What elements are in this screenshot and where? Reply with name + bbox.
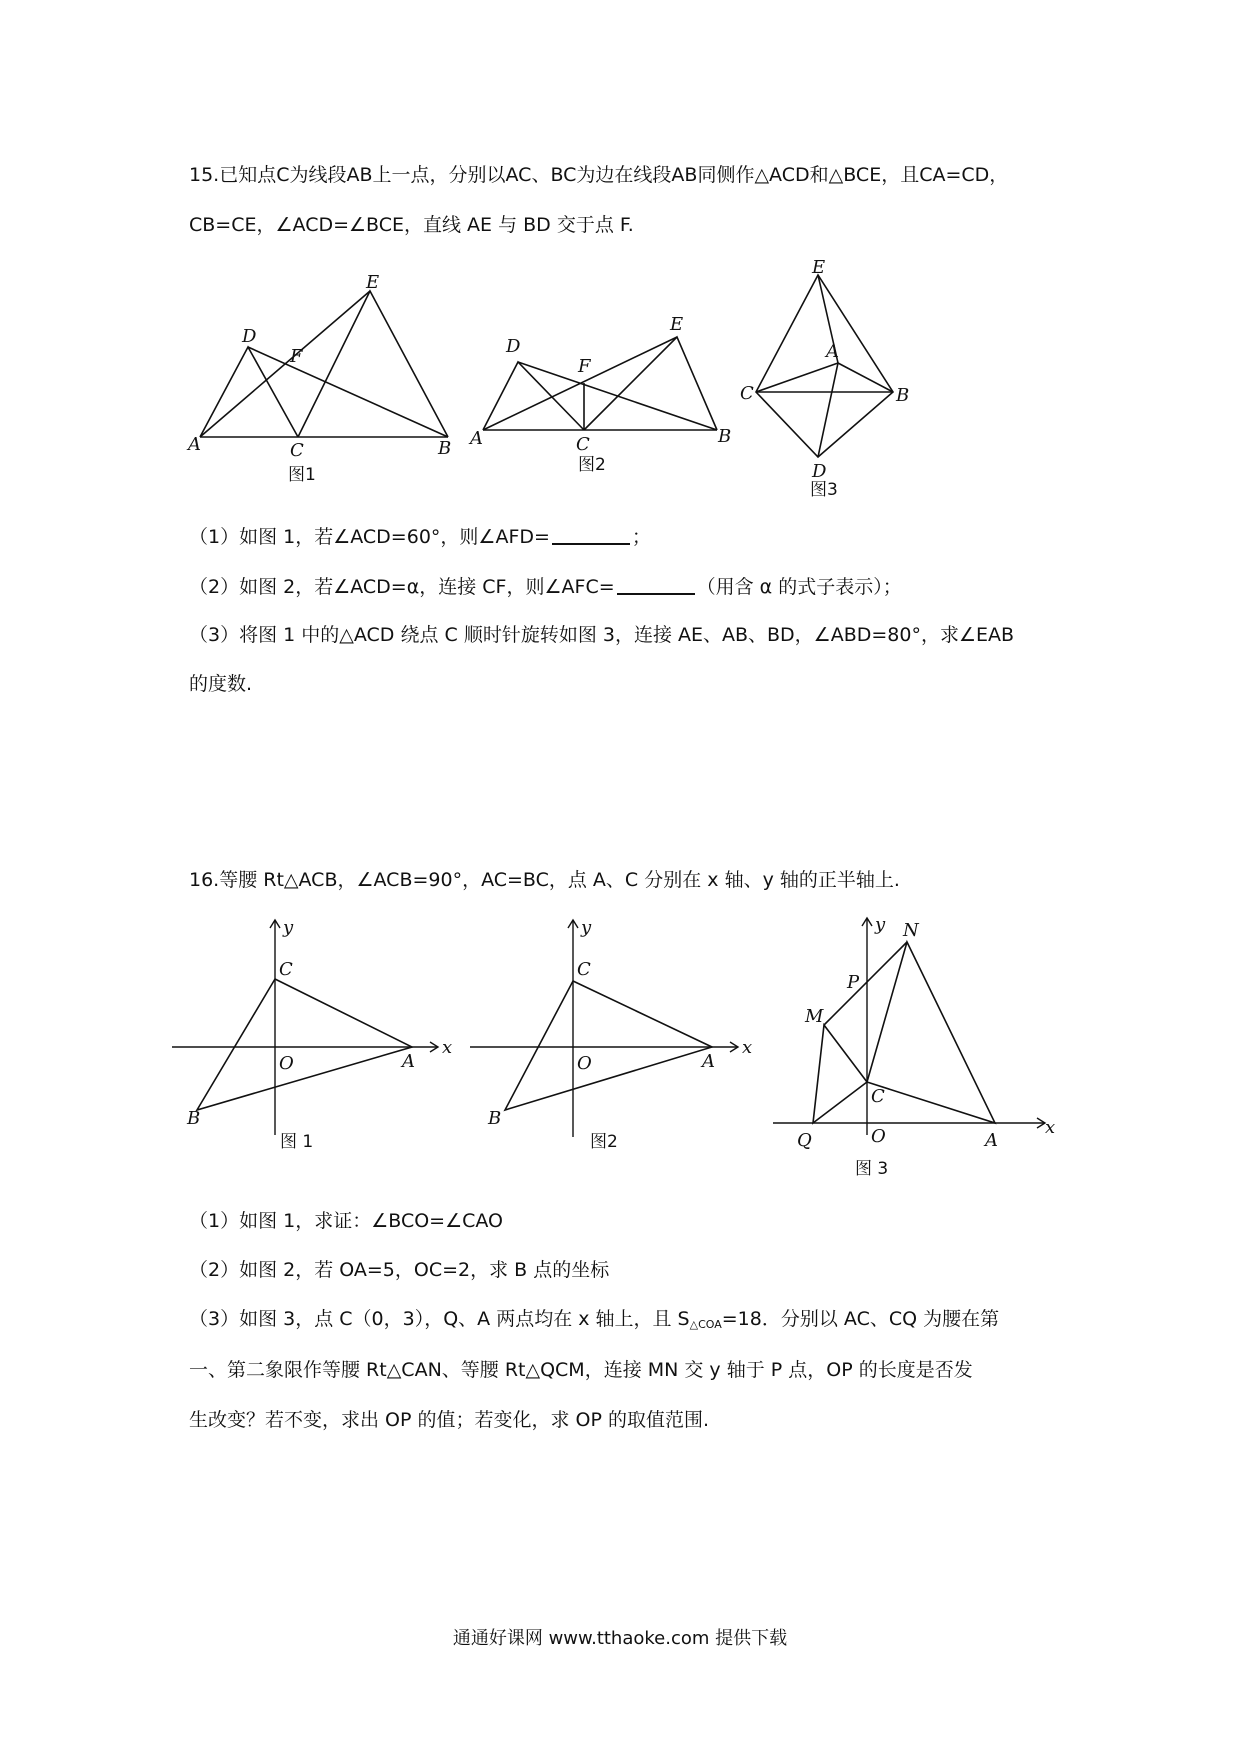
caption: 图2 <box>578 455 606 475</box>
triangle-acd <box>483 362 584 430</box>
label-o: O <box>871 1126 886 1147</box>
label-d: D <box>812 461 827 482</box>
label-y: y <box>283 917 294 938</box>
label-a: A <box>702 1051 715 1072</box>
label-q: Q <box>797 1130 812 1151</box>
q16-part3-text-end: =18．分别以 AC、CQ 为腰在第 <box>721 1308 1000 1330</box>
q16-part3-text: （3）如图 3，点 C（0，3），Q、A 两点均在 x 轴上，且 S <box>189 1308 690 1330</box>
label-c: C <box>576 434 590 455</box>
q15-figure-3 <box>730 255 930 505</box>
label-b: B <box>187 1108 201 1129</box>
page-footer: 通通好课网 www.tthaoke.com 提供下载 <box>452 1628 788 1649</box>
q15-part2-text: （2）如图 2，若∠ACD=α，连接 CF，则∠AFC= <box>189 576 615 598</box>
q16-part3-line2: 一、第二象限作等腰 Rt△CAN、等腰 Rt△QCM，连接 MN 交 y 轴于 P 点，OP 的长度是否发 <box>189 1359 973 1381</box>
triangle-acb <box>197 979 412 1110</box>
q15-figure-1 <box>180 270 452 500</box>
label-a: A <box>188 434 201 455</box>
label-y: y <box>875 914 886 935</box>
label-e: E <box>366 272 380 293</box>
q16-figure-2 <box>480 915 753 1155</box>
label-c: C <box>740 383 754 404</box>
q15-part2-end: （用含 α 的式子表示）； <box>696 576 902 598</box>
label-o: O <box>279 1053 294 1074</box>
q15-part1-end: ； <box>631 526 651 548</box>
caption: 图3 <box>810 480 838 500</box>
label-c: C <box>279 959 293 980</box>
label-c: C <box>290 440 304 461</box>
q16-part3-line3: 生改变？若不变，求出 OP 的值；若变化，求 OP 的取值范围. <box>189 1409 710 1431</box>
segment-bd <box>518 362 717 430</box>
q15-part1 <box>189 523 651 551</box>
label-o: O <box>577 1053 592 1074</box>
label-d: D <box>506 336 521 357</box>
label-x: x <box>742 1037 753 1058</box>
q15-stem-line2: CB=CE，∠ACD=∠BCE，直线 AE 与 BD 交于点 F. <box>189 214 634 236</box>
answer-blank-2[interactable] <box>617 575 695 595</box>
label-c: C <box>871 1086 885 1107</box>
label-x: x <box>1045 1117 1056 1138</box>
label-p: P <box>847 972 860 993</box>
label-d: D <box>242 326 257 347</box>
q16-part3-line1 <box>189 1305 999 1339</box>
answer-blank-1[interactable] <box>552 525 630 545</box>
q15-part1-text: （1）如图 1，若∠ACD=60°，则∠AFD= <box>189 526 550 548</box>
label-x: x <box>442 1037 453 1058</box>
label-b: B <box>718 426 732 447</box>
q15-part2 <box>189 573 902 601</box>
caption: 图2 <box>590 1132 618 1152</box>
label-e: E <box>812 257 826 278</box>
label-a: A <box>985 1130 998 1151</box>
label-f: F <box>578 356 591 377</box>
label-m: M <box>805 1006 824 1027</box>
q15-part3-line1: （3）将图 1 中的△ACD 绕点 C 顺时针旋转如图 3，连接 AE、AB、BD，∠ABD=80°，求∠EAB <box>189 624 1015 646</box>
caption: 图 3 <box>855 1159 889 1179</box>
q15-stem-line1: 15.已知点C为线段AB上一点，分别以AC、BC为边在线段AB同侧作△ACD和△BCE，且CA=CD， <box>189 164 1009 186</box>
triangle-bce <box>298 291 448 437</box>
q16-stem: 16.等腰 Rt△ACB，∠ACB=90°，AC=BC，点 A、C 分别在 x 轴、y 轴的正半轴上. <box>189 869 900 891</box>
label-a: A <box>826 341 839 362</box>
label-a: A <box>470 428 483 449</box>
label-b: B <box>896 385 910 406</box>
triangle-acb <box>505 981 712 1110</box>
triangle-qcm <box>813 1025 867 1123</box>
label-c: C <box>577 959 591 980</box>
label-e: E <box>670 314 684 335</box>
label-b: B <box>488 1108 502 1129</box>
label-b: B <box>438 438 452 459</box>
q15-figure-2 <box>470 314 732 490</box>
label-a: A <box>402 1051 415 1072</box>
triangle-bce <box>584 337 717 430</box>
label-y: y <box>581 917 592 938</box>
label-n: N <box>903 920 919 941</box>
q16-part2: （2）如图 2，若 OA=5，OC=2，求 B 点的坐标 <box>189 1259 610 1281</box>
q16-figure-1 <box>180 915 453 1155</box>
area-subscript: △COA <box>689 1318 722 1331</box>
q16-figure-3 <box>775 910 1056 1180</box>
label-f: F <box>290 346 303 367</box>
segment-ab <box>838 363 893 392</box>
q16-part1: （1）如图 1，求证：∠BCO=∠CAO <box>189 1210 504 1232</box>
caption: 图 1 <box>280 1132 314 1152</box>
segment-bd <box>248 347 448 437</box>
q15-part3-line2: 的度数. <box>189 673 253 695</box>
caption: 图1 <box>288 465 316 485</box>
triangle-can <box>867 942 995 1123</box>
